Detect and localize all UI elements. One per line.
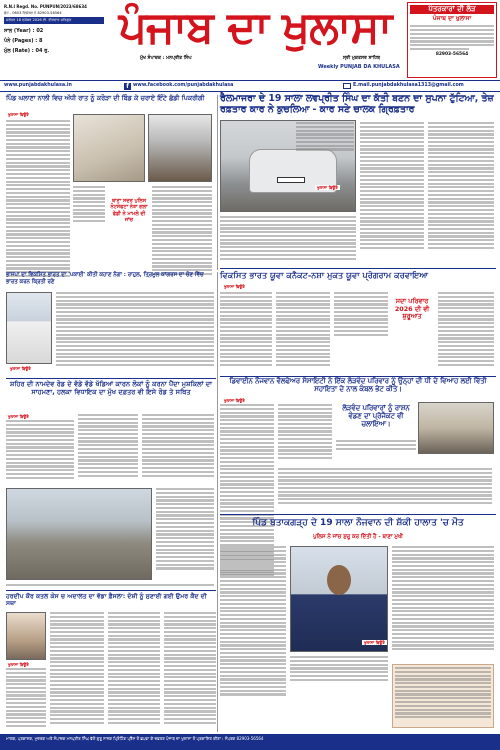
road-story-byline: ਖੁਲਾਸਾ ਬਿਊਰੋ xyxy=(8,414,29,419)
bottom-left-body-3 xyxy=(108,612,160,725)
vacancy-ad-body xyxy=(410,25,494,50)
year: ਸਾਲ (Year) : 02 xyxy=(4,27,44,34)
road-photo xyxy=(6,488,152,580)
footer-bar xyxy=(0,734,500,750)
child-photo xyxy=(6,612,46,660)
weekly-name: Weekly PUNJAB DA KHULASA xyxy=(318,64,400,70)
masthead xyxy=(0,0,500,80)
contact-bar xyxy=(0,80,500,92)
editor-line xyxy=(140,56,380,62)
main-story-headline: ਰੈਲਮਾਜਰਾ ਦੇ 19 ਸਾਲਾ ਲਵਪ੍ਰੀਤ ਸਿੰਘ ਦਾ ਕੱਤੀ ਬਣਨ ਦਾ ਸੁਪਨਾ ਟੁੱਟਿਆ, ਤੇਜ਼ ਰਫ਼ਤਾਰ ਕਾਰ ਨੇ ਕੁਚਲਿਆ - ਕਾਰ ਸਣੇ ਚਾਲਕ ਗ੍ਰਿਫ਼ਤਾਰ xyxy=(220,93,494,115)
road-story-body-5 xyxy=(6,584,214,588)
number-plate xyxy=(277,177,305,183)
mid-main-body-1 xyxy=(220,292,272,368)
vacancy-ad-title: ਪੱਤਰਕਾਰਾਂ ਦੀ ਲੋੜ xyxy=(410,5,494,14)
date-line: ਜਲੰਧਰ 18 ਦਸੰਬਰ 2026 ਈ. ਵੀਰਵਾਰ ਸਤਿਗੁਰ xyxy=(4,17,104,23)
divider-2 xyxy=(217,272,218,732)
website-link[interactable]: www.punjabdakhulasa.in xyxy=(4,83,72,88)
main-story-body-4 xyxy=(220,216,356,261)
price: ਮੁੱਲ (Rate) : 04 ਰੁ. xyxy=(4,48,50,55)
story-top-left-body xyxy=(6,120,70,279)
chief-editor: ਮੁੱਖ ਸੰਪਾਦਕ : ਮਨਪ੍ਰੀਤ ਸਿੰਘ xyxy=(140,56,192,61)
bottom-main-body-2 xyxy=(392,546,494,652)
masthead-title: ਪੰਜਾਬ ਦਾ ਖੁਲਾਸਾ xyxy=(118,2,392,53)
officials-photo xyxy=(148,114,212,182)
vacancy-ad-sub: ਪੰਜਾਬ ਦਾ ਖੁਲਾਸਾ xyxy=(432,14,472,22)
divider xyxy=(217,95,218,270)
main-story-body-2 xyxy=(360,122,424,251)
bottom-main-subhead: ਪੁਲਿਸ ਨੇ ਜਾਂਚ ਸ਼ੁਰੂ ਕਰ ਦਿੱਤੀ ਹੈ - ਥਾਣਾ ਮੁਖੀ xyxy=(313,534,403,540)
bottom-left-headline: ਹਰਦੀਪ ਕੌਰ ਕਤਲ ਕੇਸ ਚ ਅਦਾਲਤ ਦਾ ਵੱਡਾ ਫ਼ੈਸਲਾ: ਦੋਸ਼ੀ ਨੂੰ ਸੁਣਾਈ ਗਈ ਉਮਰ ਕੈਦ ਦੀ ਸਜ਼ਾ xyxy=(6,593,207,608)
mid-left-body xyxy=(56,292,214,368)
road-story-body-2 xyxy=(78,414,138,478)
bottom-left-body-1 xyxy=(6,668,46,729)
bottom-left-body-4 xyxy=(164,612,216,725)
road-story-body-3 xyxy=(142,414,214,478)
society-body-2 xyxy=(278,404,332,461)
pages: ਪੰਨੇ (Pages) : 8 xyxy=(4,38,43,45)
society-story-byline: ਖੁਲਾਸਾ ਬਿਊਰੋ xyxy=(224,398,245,403)
vacancy-ad-box xyxy=(407,2,497,78)
story-top-left-headline: ਪਿੰਡ ਘਲਾਣਾ ਨਾਲੀ ਵਿਚ ਅੱਧੀ ਰਾਤ ਨੂੰ ਕਰੋੜਾ ਦੀ ਬਿੰਡ ਕੇ ਚਰਾਏ ਇੰਟੇ ਛੱਡੀ ਪਿਕਰੀਗੀ xyxy=(6,94,205,102)
main-story-body-3 xyxy=(428,122,494,251)
bottom-main-headline: ਪਿੰਡ ਬਤਾਕਗੜ੍ਹ ਦੇ 19 ਸਾਲਾ ਨੌਜਵਾਨ ਦੀ ਸ਼ੱਕੀ ਹਾਲਾਤ 'ਚ ਮੌਤ xyxy=(252,518,464,528)
road-story-body-1 xyxy=(6,420,74,481)
mid-main-body-3 xyxy=(334,292,388,337)
email-icon xyxy=(343,83,351,89)
section-rule-4 xyxy=(220,514,496,515)
mid-left-byline: ਖੁਲਾਸਾ ਬਿਊਰੋ xyxy=(10,366,31,371)
masthead-left-info xyxy=(4,4,104,55)
reg-no: R.N.I Regd. No. PUNPUN/2023/68634 xyxy=(4,4,87,9)
highlight-body xyxy=(393,665,493,722)
society-story-headline: ਡਿਵਾਈਨ ਨੌਜਵਾਨ ਵੈਲਫੇਅਰ ਸੋਸਾਇਟੀ ਨੇ ਇੱਕ ਲੋੜਵੰਦ ਪਰਿਵਾਰ ਨੂੰ ਉਨ੍ਹਾਂ ਦੀ ਧੀ ਦੇ ਵਿਆਹ ਲਈ ਵਿੱਤੀ ਸਹਾਇਤਾ ਦੇ ਨਾਲ ਕੰਬਲ ਭੇਟ ਕੀਤੇ। xyxy=(229,377,487,393)
vacancy-ad-phone: 82903-56564 xyxy=(435,52,469,58)
mid-left-headline: ਭਾਜਪਾ ਦਾ ਵਿਕਸਿਤ ਭਾਰਤ ਦਾ 'ਪਕਾਈ' ਕੀਤੀ ਕਹਾਣ ਨੰਗਾ : ਰਾਹੁਲ, ਤ੍ਰਿਮੂਲ ਕਾਂਗਰਸ ਦਾ ਚੋਣ ਵਿੱਚ ਭਾਰਤ ਕਰਨ ਕ੍ਰਿਤੀ ਰਣੇ xyxy=(6,272,204,286)
postal-reg: ਡੇਟ - 0603 ਦਿਸੰਬਰ ਨੰ 82903-56564 xyxy=(4,11,62,15)
bottom-main-highlight xyxy=(392,664,494,728)
mid-main-headline: ਵਿਕਸਿਤ ਭਾਰਤ ਯੂਵਾ ਕਨੈਕਟ-ਨਸ਼ਾ ਮੁਕਤ ਯੂਵਾ ਪ੍ਰੋਗਰਾਮ ਕਰਵਾਇਆ xyxy=(220,270,429,280)
story-top-left-body-3 xyxy=(152,186,212,277)
bottom-left-byline: ਖੁਲਾਸਾ ਬਿਊਰੋ xyxy=(8,662,29,667)
facebook-link[interactable]: www.facebook.com/punjabdakhulasa xyxy=(133,83,234,88)
section-rule-5 xyxy=(6,590,216,591)
group-photo xyxy=(73,114,145,182)
society-body-3 xyxy=(278,468,492,506)
mid-main-body-2 xyxy=(276,292,330,368)
facebook-icon: f xyxy=(124,83,131,90)
mid-right-body xyxy=(438,292,494,368)
section-rule-2 xyxy=(6,378,216,379)
main-story-body-1 xyxy=(296,122,354,152)
bottom-main-byline: ਖੁਲਾਸਾ ਬਿਊਰੋ xyxy=(364,640,385,645)
email-link[interactable]: E.mail.punjabdakhulasa1313@gmail.com xyxy=(353,83,464,88)
mid-main-byline: ਖੁਲਾਸਾ ਬਿਊਰੋ xyxy=(224,284,245,289)
section-rule-1 xyxy=(220,268,496,269)
main-story-byline: ਖੁਲਾਸਾ ਬਿਊਰੋ xyxy=(317,185,338,190)
needy-headline: ਲੋੜਵੰਦ ਪਰਿਵਾਰਾਂ ਨੂੰ ਰਾਸ਼ਨ ਵੰਡਣ ਦਾ ਪ੍ਰੋਜੈਕਟ ਵੀ ਚਲਾਇਆ। xyxy=(342,404,410,429)
bottom-main-body-3 xyxy=(290,656,388,682)
victim-photo xyxy=(290,546,388,652)
story-top-left-byline: ਖੁਲਾਸਾ ਬਿਊਰੋ xyxy=(8,112,29,117)
road-story-body-4 xyxy=(156,488,214,571)
footer-text: ਮਾਲਕ, ਪ੍ਰਕਾਸ਼ਕ, ਮੁਦਰਕ ਅਤੇ ਸੰਪਾਦਕ ਮਨਪ੍ਰੀਤ ਸਿੰਘ ਵੱਲੋਂ ਗੁਰੂ ਨਾਨਕ ਪ੍ਰਿੰਟਿੰਗ ਪ੍ਰੈੱਸ ਤੋਂ ਛਪਵਾ ਕੇ ਦਫ਼ਤਰ ਪੰਜਾਬ ਦਾ ਖੁਲਾਸਾ ਤੋਂ ਪ੍ਰਕਾਸ਼ਿਤ ਕੀਤਾ। ਸੰਪਰਕ 82903-56564 xyxy=(6,736,264,741)
mid-right-headline: ਸਦਾ ਪਰਿਵਾਰ 2026 ਦੀ ਵੀ ਸ਼ੁਰੂਆਤ xyxy=(394,297,430,321)
society-body-4 xyxy=(336,440,416,451)
story-top-left-body-2 xyxy=(73,186,105,224)
rahul-photo xyxy=(6,292,52,364)
face-shape xyxy=(327,565,351,595)
police-caption: ਥਾਣਾ ਸਦਰ ਪੁਲਿਸ ਨੋਟਸੇਫਟਾ ਨੇਤਾ ਗਲਾ ਫੱਡੀ ਨੇ ਮਾਮਲੇ ਦੀ ਜਾਂਚ xyxy=(110,198,148,223)
bottom-left-body-2 xyxy=(50,612,104,725)
sub-editor: ਸ੍ਰੀ ਮੁਕਤਸਰ ਸਾਹਿਬ xyxy=(342,56,380,61)
road-story-headline: ਸ਼ਹਿਰ ਦੀ ਨਾਮਦੇਵ ਰੋਡ ਦੇ ਵੱਡੇ ਵੱਡੇ ਖੱਡਿਆਂ ਕਾਰਨ ਲੋਕਾਂ ਨੂੰ ਕਰਨਾ ਪੈਂਦਾ ਮੁਸ਼ਕਿਲਾਂ ਦਾ ਸਾਹਮਣਾ, ਹਲਕਾ ਵਿਧਾਇਕ ਦਾ ਮੁੱਖ ਦਫ਼ਤਰ ਵੀ ਇਸੇ ਰੋਡ ਤੇ ਸਥਿਤ xyxy=(9,380,213,396)
society-photo xyxy=(418,402,494,454)
bottom-main-body-1 xyxy=(220,546,286,697)
